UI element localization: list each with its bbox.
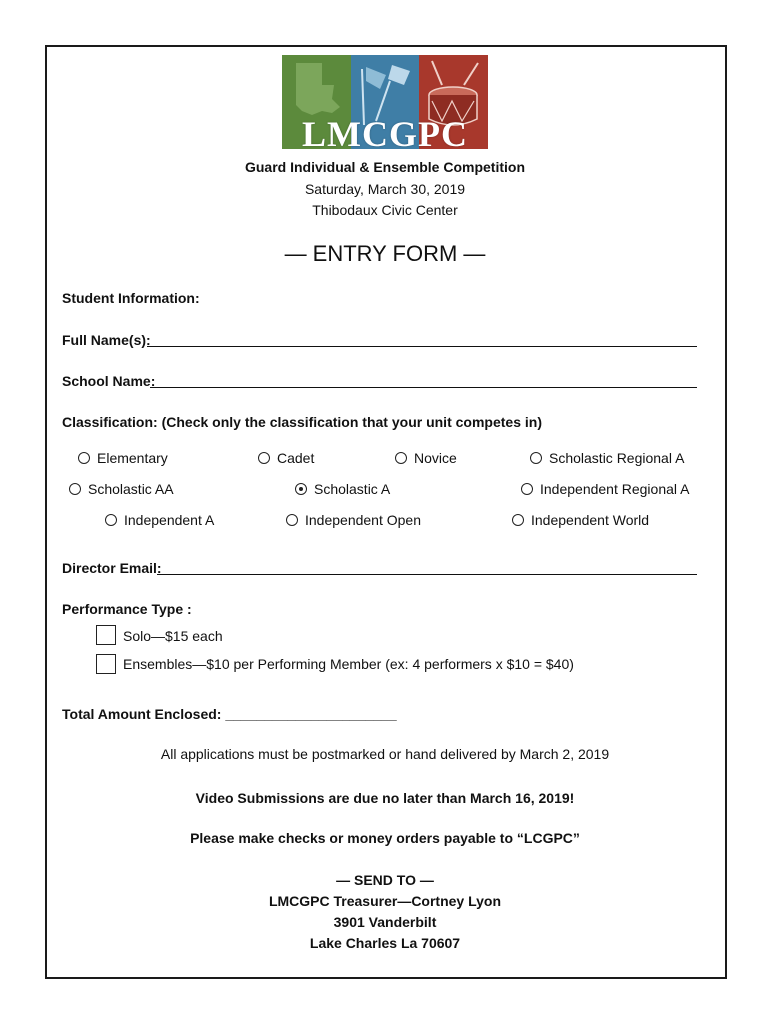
radio-label: Independent Open bbox=[305, 512, 421, 528]
radio-scholastic-regional-a[interactable] bbox=[530, 450, 684, 466]
radio-circle-selected bbox=[295, 483, 307, 495]
total-amount-label[interactable]: Total Amount Enclosed: ______________________ bbox=[62, 706, 397, 722]
full-name-field[interactable] bbox=[147, 346, 697, 347]
radio-label: Scholastic A bbox=[314, 481, 391, 497]
send-to-name: LMCGPC Treasurer—Cortney Lyon bbox=[268, 893, 502, 909]
radio-independent-world[interactable] bbox=[512, 512, 649, 528]
radio-circle bbox=[78, 452, 90, 464]
solo-label: Solo—$15 each bbox=[123, 628, 223, 644]
checks-note: Please make checks or money orders payable to “LCGPC” bbox=[190, 830, 580, 846]
radio-label: Cadet bbox=[277, 450, 315, 466]
radio-circle bbox=[521, 483, 533, 495]
school-name-field[interactable] bbox=[150, 387, 697, 388]
full-name-label: Full Name(s): bbox=[62, 332, 151, 348]
competition-title: Guard Individual & Ensemble Competition bbox=[244, 159, 526, 175]
radio-label: Scholastic AA bbox=[88, 481, 174, 497]
radio-independent-a[interactable] bbox=[105, 512, 214, 528]
radio-independent-regional-a[interactable] bbox=[521, 481, 689, 497]
classification-label: Classification: (Check only the classification that your unit competes in) bbox=[62, 414, 542, 430]
competition-date: Saturday, March 30, 2019 bbox=[304, 181, 466, 197]
school-name-label: School Name: bbox=[62, 373, 156, 389]
logo-text: LMCGPC bbox=[302, 114, 468, 154]
lmcgpc-logo bbox=[282, 55, 488, 154]
form-title: — ENTRY FORM — bbox=[284, 241, 486, 266]
radio-independent-open[interactable] bbox=[286, 512, 421, 528]
radio-label: Independent Regional A bbox=[540, 481, 690, 497]
radio-circle bbox=[105, 514, 117, 526]
director-email-field[interactable] bbox=[157, 574, 697, 575]
radio-scholastic-aa[interactable] bbox=[69, 481, 174, 497]
radio-label: Novice bbox=[414, 450, 457, 466]
radio-label: Elementary bbox=[97, 450, 168, 466]
radio-label: Independent A bbox=[124, 512, 215, 528]
radio-circle bbox=[69, 483, 81, 495]
ensembles-label: Ensembles—$10 per Performing Member (ex: 4 performers x $10 = $40) bbox=[123, 656, 574, 672]
radio-circle bbox=[286, 514, 298, 526]
radio-novice[interactable] bbox=[395, 450, 457, 466]
competition-venue: Thibodaux Civic Center bbox=[312, 202, 458, 218]
radio-scholastic-a[interactable] bbox=[295, 481, 390, 497]
send-to-city: Lake Charles La 70607 bbox=[309, 935, 461, 951]
radio-label: Independent World bbox=[531, 512, 650, 528]
performance-type-label: Performance Type : bbox=[62, 601, 192, 617]
radio-label: Scholastic Regional A bbox=[549, 450, 685, 466]
send-to-street: 3901 Vanderbilt bbox=[333, 914, 437, 930]
solo-checkbox[interactable] bbox=[96, 625, 116, 645]
director-email-label: Director Email: bbox=[62, 560, 162, 576]
radio-circle bbox=[258, 452, 270, 464]
student-info-heading: Student Information: bbox=[62, 290, 200, 306]
send-to-heading: — SEND TO — bbox=[336, 872, 434, 888]
radio-cadet[interactable] bbox=[258, 450, 314, 466]
radio-circle bbox=[395, 452, 407, 464]
radio-circle bbox=[512, 514, 524, 526]
ensembles-checkbox[interactable] bbox=[96, 654, 116, 674]
video-note: Video Submissions are due no later than March 16, 2019! bbox=[195, 790, 575, 806]
radio-circle bbox=[530, 452, 542, 464]
radio-elementary[interactable] bbox=[78, 450, 168, 466]
postmark-note: All applications must be postmarked or hand delivered by March 2, 2019 bbox=[160, 746, 610, 762]
